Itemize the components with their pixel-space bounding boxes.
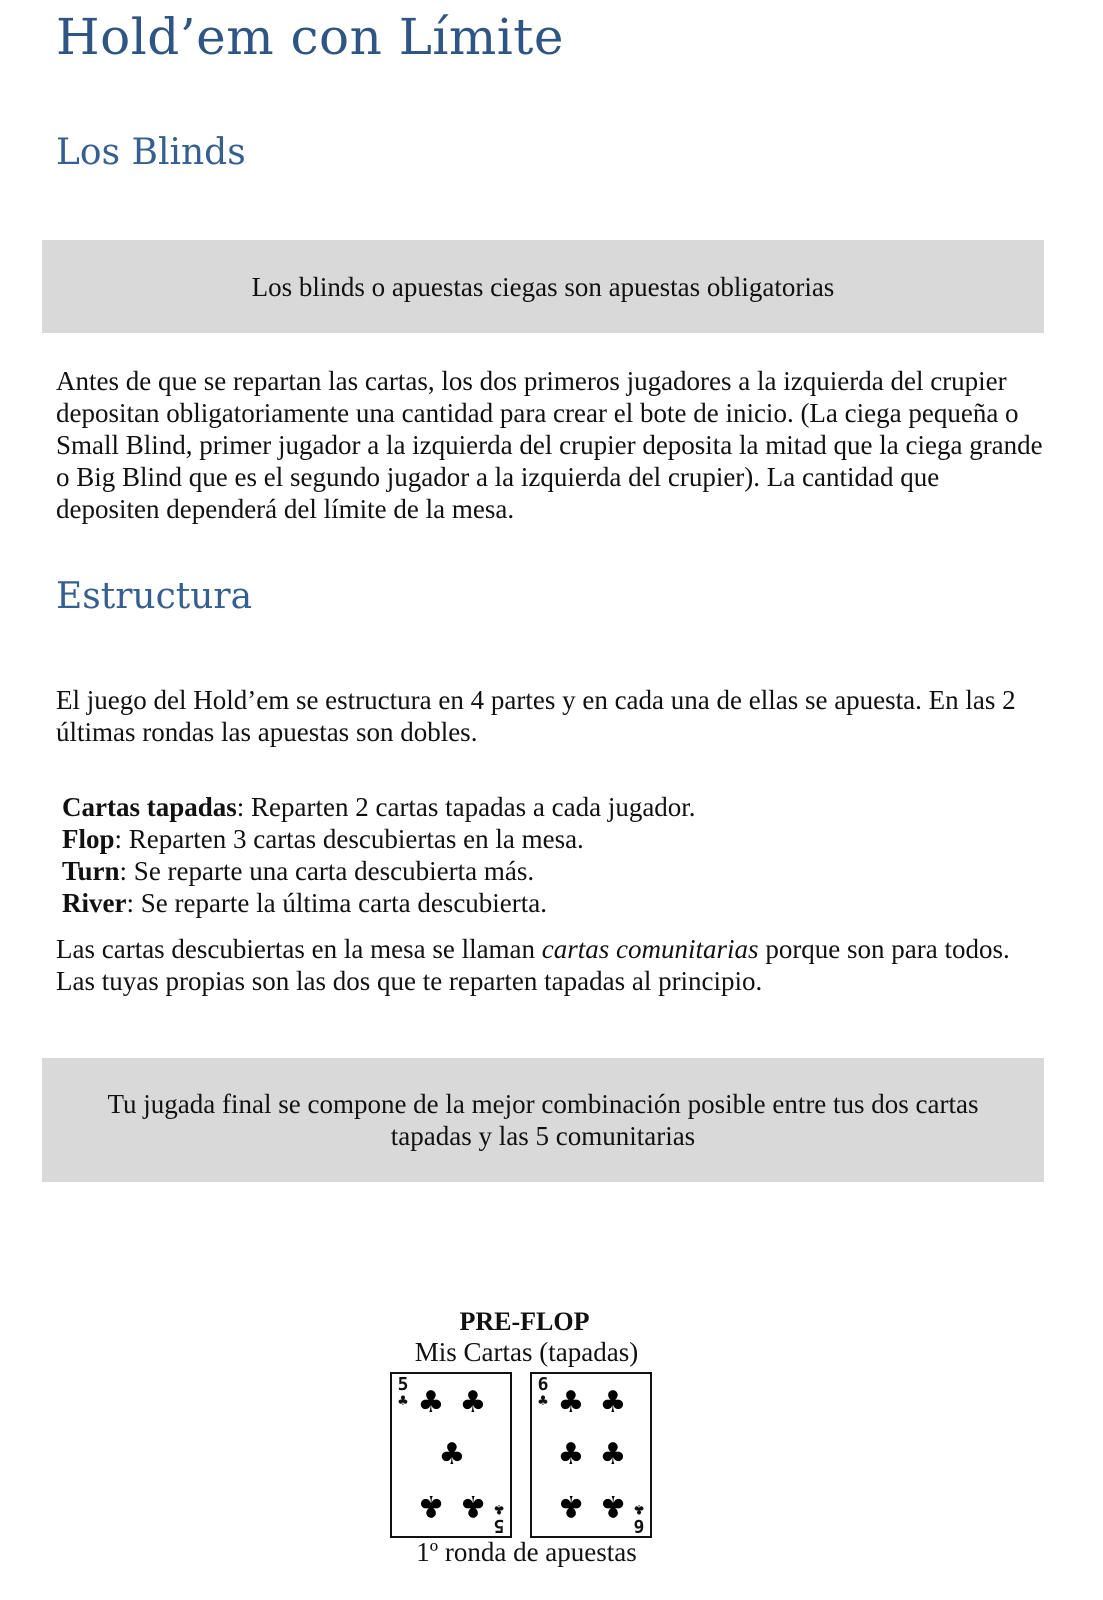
- clubs-icon: ♣: [398, 1391, 408, 1410]
- community-text-pre: Las cartas descubiertas en la mesa se llaman: [56, 934, 542, 964]
- term-label: Turn: [62, 856, 120, 886]
- list-item: [62, 887, 696, 919]
- preflop-title: PRE-FLOP: [459, 1307, 590, 1336]
- clubs-icon: ♣: [459, 1385, 487, 1420]
- betting-round-label: 1º ronda de apuestas: [416, 1537, 637, 1567]
- term-label: Flop: [62, 824, 115, 854]
- clubs-icon: ♣: [557, 1437, 585, 1472]
- clubs-icon: ♣: [538, 1391, 548, 1410]
- card-corner-rank: 5 ♣: [395, 1377, 411, 1409]
- clubs-icon: ♣: [634, 1500, 644, 1519]
- term-label: Cartas tapadas: [62, 792, 237, 822]
- paragraph-estructura-intro: El juego del Hold’em se estructura en 4 partes y en cada una de ellas se apuesta. En las 2 últimas rondas las apuestas son dobles.: [56, 685, 1016, 747]
- clubs-icon: ♣: [438, 1437, 466, 1472]
- paragraph-blinds: Antes de que se repartan las cartas, los dos primeros jugadores a la izquierda del crupier depositan obligatoriamente una cantidad para crear el bote de inicio. (La ciega pequeña o Small Blind, primer jugador a la izquierda del crupier deposita la mitad que la ciega grande o Big Blind que es el segundo jugador a la izquierda del crupier). La cantidad que depositen dependerá del límite de la mesa.: [56, 366, 1043, 524]
- clubs-icon: ♣: [494, 1500, 504, 1519]
- card-corner-rank: 5 ♣: [491, 1501, 507, 1533]
- preflop-subtitle: Mis Cartas (tapadas): [414, 1337, 639, 1367]
- clubs-icon: ♣: [599, 1488, 627, 1523]
- term-desc: : Reparten 3 cartas descubiertas en la mesa.: [114, 824, 584, 854]
- community-text-post: porque son para todos. Las tuyas propias son las dos que te reparten tapadas al principio.: [56, 934, 1010, 996]
- callout-final-hand-text: Tu jugada final se compone de la mejor combinación posible entre tus dos cartas tapadas y las 5 comunitarias: [107, 1089, 979, 1151]
- clubs-icon: ♣: [417, 1385, 445, 1420]
- list-item: [62, 855, 696, 887]
- term-desc: : Se reparte la última carta descubierta.: [126, 888, 548, 918]
- term-desc: : Reparten 2 cartas tapadas a cada jugador.: [236, 792, 696, 822]
- clubs-icon: ♣: [417, 1488, 445, 1523]
- playing-card-five-of-clubs: [390, 1372, 512, 1538]
- heading-blinds: Los Blinds: [56, 132, 246, 173]
- clubs-icon: ♣: [459, 1488, 487, 1523]
- list-item: [62, 791, 696, 823]
- clubs-icon: ♣: [557, 1488, 585, 1523]
- heading-estructura: Estructura: [56, 576, 253, 617]
- playing-card-six-of-clubs: [530, 1372, 652, 1538]
- rounds-list: [62, 791, 696, 919]
- paragraph-community-cards: [56, 933, 1046, 997]
- card-corner-rank: 6 ♣: [535, 1377, 551, 1409]
- list-item: [62, 823, 696, 855]
- callout-blinds-text: Los blinds o apuestas ciegas son apuestas obligatorias: [251, 271, 835, 302]
- clubs-icon: ♣: [557, 1385, 585, 1420]
- term-label: River: [62, 888, 127, 918]
- callout-blinds: [42, 240, 1044, 333]
- community-term: cartas comunitarias: [541, 934, 759, 964]
- page-title: Hold’em con Límite: [56, 8, 564, 66]
- term-desc: : Se reparte una carta descubierta más.: [119, 856, 535, 886]
- callout-final-hand: [42, 1058, 1044, 1182]
- clubs-icon: ♣: [599, 1437, 627, 1472]
- clubs-icon: ♣: [599, 1385, 627, 1420]
- card-corner-rank: 6 ♣: [631, 1501, 647, 1533]
